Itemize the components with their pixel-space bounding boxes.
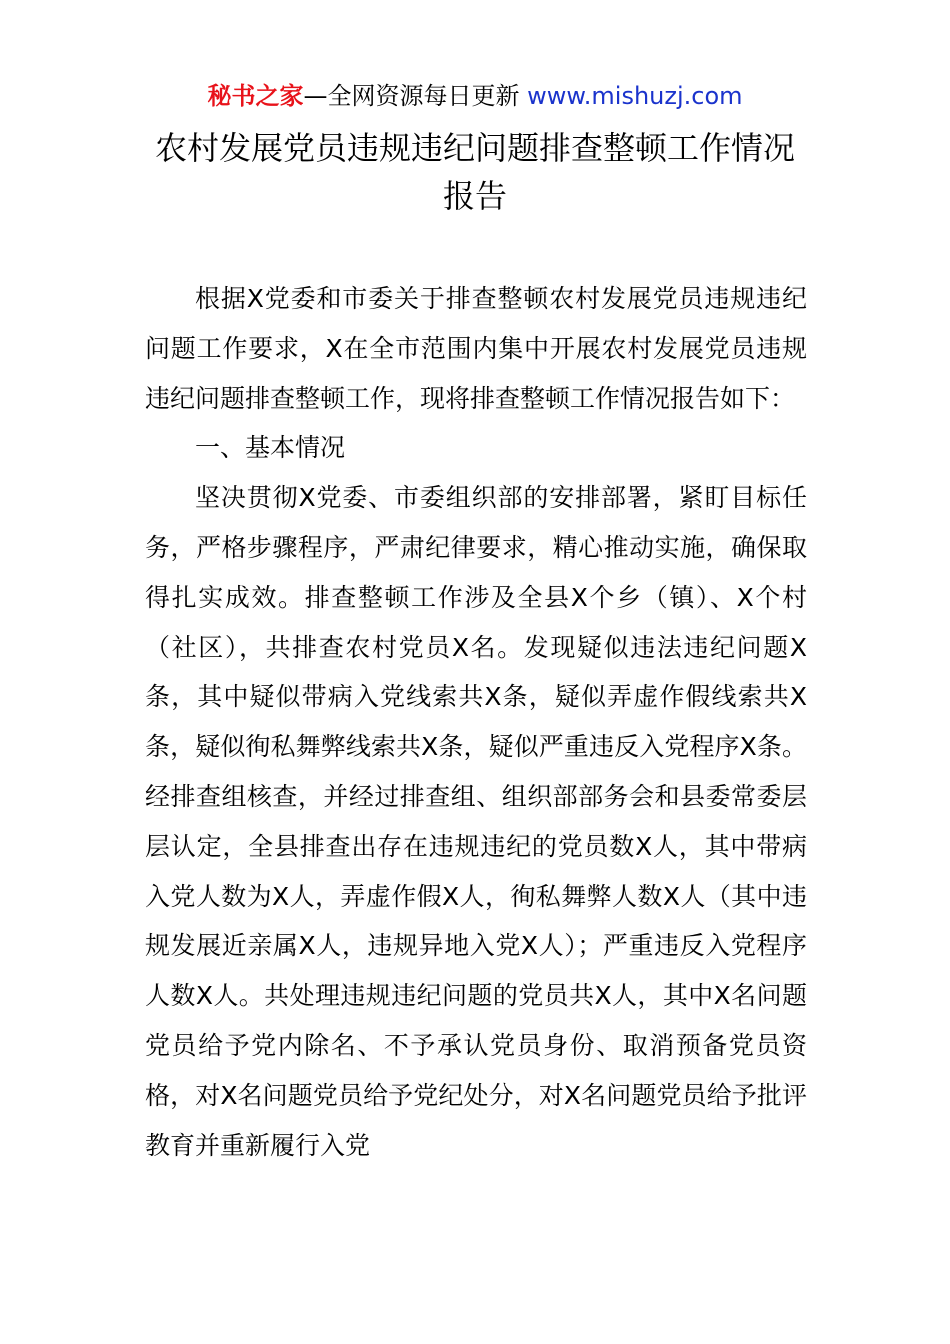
site-header	[0, 78, 950, 114]
brand-name: 秘书之家	[207, 82, 304, 110]
site-url-link[interactable]: www.mishuzj.com	[527, 82, 743, 110]
title-line-1: 农村发展党员违规违纪问题排查整顿工作情况	[154, 129, 795, 167]
document-body	[145, 274, 807, 1170]
intro-paragraph: 根据X党委和市委关于排查整顿农村发展党员违规违纪问题工作要求，X在全市范围内集中开展农村发展党员违规违纪问题排查整顿工作，现将排查整顿工作情况报告如下：	[145, 284, 807, 413]
document-title	[95, 124, 855, 220]
title-line-2: 报告	[442, 177, 507, 215]
section-heading-basic-situation: 一、基本情况	[195, 433, 346, 463]
header-slogan: —全网资源每日更新	[303, 82, 520, 110]
section1-paragraph: 坚决贯彻X党委、市委组织部的安排部署，紧盯目标任务，严格步骤程序，严肃纪律要求，精心推动实施，确保取得扎实成效。排查整顿工作涉及全县X个乡（镇）、X个村（社区），共排查农村党员X名。发现疑似违法违纪问题X条，其中疑似带病入党线索共X条，疑似弄虚作假线索共X条，疑似徇私舞弊线索共X条，疑似严重违反入党程序X条。经排查组核查，并经过排查组、组织部部务会和县委常委层层认定，全县排查出存在违规违纪的党员数X人，其中带病入党人数为X人，弄虚作假X人，徇私舞弊人数X人（其中违规发展近亲属X人，违规异地入党X人）；严重违反入党程序人数X人。共处理违规违纪问题的党员共X人，其中X名问题党员给予党内除名、不予承认党员身份、取消预备党员资格，对X名问题党员给予党纪处分，对X名问题党员给予批评教育并重新履行入党	[145, 483, 807, 1160]
